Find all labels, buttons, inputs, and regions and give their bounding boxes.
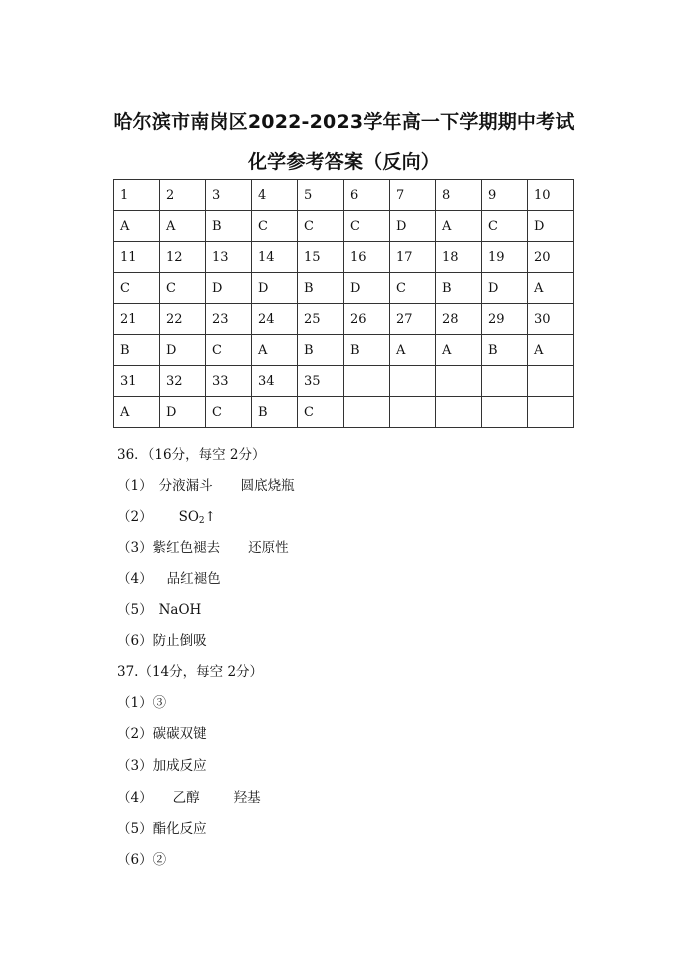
answer-cell: C: [114, 273, 160, 304]
answer-cell: D: [390, 211, 436, 242]
q36-item-5: [117, 598, 201, 618]
item-label: （2）: [117, 509, 153, 525]
question-number-cell: 2: [160, 180, 206, 211]
answer-cell: C: [482, 211, 528, 242]
question-number-cell: [436, 366, 482, 397]
document-subtitle: 化学参考答案（反向）: [247, 151, 440, 173]
q36-item-1: [117, 474, 295, 494]
q36-item-2: [117, 505, 216, 526]
question-number-cell: 31: [114, 366, 160, 397]
question-number-cell: 11: [114, 242, 160, 273]
answer-cell: A: [114, 211, 160, 242]
question-number-cell: 30: [528, 304, 574, 335]
answer-cell: C: [206, 335, 252, 366]
answer-row: [114, 335, 574, 366]
answer-cell: D: [252, 273, 298, 304]
answer-cell: A: [252, 335, 298, 366]
question-number-cell: 24: [252, 304, 298, 335]
answer-cell: [528, 397, 574, 428]
answer-cell: A: [114, 397, 160, 428]
answer-text: 加成反应: [152, 758, 207, 774]
question-number-cell: 33: [206, 366, 252, 397]
answer-cell: B: [114, 335, 160, 366]
answer-cell: B: [206, 211, 252, 242]
question-number-cell: 21: [114, 304, 160, 335]
q37-item-4: [117, 786, 261, 806]
item-label: （2）: [117, 726, 153, 742]
question-number-cell: 12: [160, 242, 206, 273]
question-number-cell: 20: [528, 242, 574, 273]
answer-cell: C: [252, 211, 298, 242]
question-number-cell: [344, 366, 390, 397]
answer-text: NaOH: [158, 602, 202, 618]
question-number-cell: 28: [436, 304, 482, 335]
question-number-cell: 13: [206, 242, 252, 273]
question-number-cell: 1: [114, 180, 160, 211]
question-number-cell: 27: [390, 304, 436, 335]
question-number-cell: 29: [482, 304, 528, 335]
answer-cell: A: [528, 335, 574, 366]
answer-row: [114, 211, 574, 242]
answer-text: 分液漏斗: [158, 478, 213, 494]
answer-cell: C: [298, 211, 344, 242]
question-number-cell: [482, 366, 528, 397]
q37-item-1: [117, 691, 166, 711]
answer-cell: B: [252, 397, 298, 428]
answer-cell: [344, 397, 390, 428]
q36-item-4: [117, 567, 221, 587]
answer-cell: A: [528, 273, 574, 304]
q36-header: 36．（16分，每空 2分）: [117, 447, 266, 463]
answer-text: ②: [152, 852, 167, 868]
q36-item-3: [117, 536, 289, 556]
question-number-row: [114, 304, 574, 335]
answer-text: 碳碳双键: [152, 726, 207, 742]
question-number-cell: 15: [298, 242, 344, 273]
answer-cell: B: [482, 335, 528, 366]
question-number-cell: 35: [298, 366, 344, 397]
formula-main: SO: [178, 509, 199, 525]
answer-cell: A: [436, 335, 482, 366]
gas-arrow-icon: ↑: [204, 509, 216, 525]
item-label: （1）: [117, 478, 153, 494]
answer-text: 酯化反应: [152, 821, 207, 837]
item-label: （5）: [117, 602, 153, 618]
question-number-cell: [390, 366, 436, 397]
item-label: （3）: [117, 758, 153, 774]
q37-item-3: [117, 754, 207, 774]
answer-cell: D: [160, 335, 206, 366]
answer-cell: D: [528, 211, 574, 242]
answer-cell: B: [298, 335, 344, 366]
question-number-cell: 7: [390, 180, 436, 211]
answer-text: 圆底烧瓶: [240, 478, 295, 494]
q37-item-6: [117, 848, 166, 868]
answer-cell: A: [436, 211, 482, 242]
answer-cell: A: [160, 211, 206, 242]
q36-item-6: [117, 629, 207, 649]
answer-cell: B: [298, 273, 344, 304]
answer-text: ③: [152, 695, 167, 711]
question-number-cell: 34: [252, 366, 298, 397]
question-number-cell: 6: [344, 180, 390, 211]
answer-cell: C: [344, 211, 390, 242]
item-label: （4）: [117, 790, 153, 806]
question-number-cell: 32: [160, 366, 206, 397]
item-label: （1）: [117, 695, 153, 711]
question-number-cell: 23: [206, 304, 252, 335]
question-number-cell: 9: [482, 180, 528, 211]
q37-header: 37.（14分，每空 2分）: [117, 664, 264, 680]
answer-cell: [390, 397, 436, 428]
document-title: 哈尔滨市南岗区2022-2023学年高一下学期期中考试: [113, 111, 575, 133]
item-label: （3）: [117, 540, 153, 556]
answer-cell: C: [298, 397, 344, 428]
answer-cell: D: [160, 397, 206, 428]
answer-cell: [436, 397, 482, 428]
answer-cell: C: [160, 273, 206, 304]
question-number-cell: 26: [344, 304, 390, 335]
question-number-cell: 10: [528, 180, 574, 211]
answer-text: 品红褪色: [166, 571, 221, 587]
answer-cell: B: [344, 335, 390, 366]
question-number-row: [114, 242, 574, 273]
question-number-row: [114, 366, 574, 397]
answer-cell: D: [344, 273, 390, 304]
answer-text: 还原性: [248, 540, 289, 556]
question-number-cell: 14: [252, 242, 298, 273]
q37-item-5: [117, 817, 207, 837]
question-number-cell: 17: [390, 242, 436, 273]
item-label: （6）: [117, 852, 153, 868]
answer-cell: D: [206, 273, 252, 304]
answer-cell: D: [482, 273, 528, 304]
formula-subscript: 2: [198, 516, 205, 526]
question-number-cell: 25: [298, 304, 344, 335]
answer-row: [114, 397, 574, 428]
answer-text: 紫红色褪去: [152, 540, 221, 556]
question-number-cell: 5: [298, 180, 344, 211]
answer-key-table: [113, 179, 574, 428]
answer-cell: C: [390, 273, 436, 304]
q37-item-2: [117, 722, 207, 742]
question-number-cell: 16: [344, 242, 390, 273]
answer-text: 羟基: [233, 790, 261, 806]
answer-cell: C: [206, 397, 252, 428]
question-number-cell: 3: [206, 180, 252, 211]
question-number-cell: 18: [436, 242, 482, 273]
answer-row: [114, 273, 574, 304]
question-number-cell: 22: [160, 304, 206, 335]
item-label: （6）: [117, 633, 153, 649]
answer-cell: B: [436, 273, 482, 304]
answer-cell: A: [390, 335, 436, 366]
question-number-cell: 19: [482, 242, 528, 273]
question-number-row: [114, 180, 574, 211]
question-number-cell: 8: [436, 180, 482, 211]
item-label: （4）: [117, 571, 153, 587]
answer-cell: [482, 397, 528, 428]
answer-text: 防止倒吸: [152, 633, 207, 649]
answer-text: 乙醇: [172, 790, 200, 806]
question-number-cell: [528, 366, 574, 397]
item-label: （5）: [117, 821, 153, 837]
question-number-cell: 4: [252, 180, 298, 211]
